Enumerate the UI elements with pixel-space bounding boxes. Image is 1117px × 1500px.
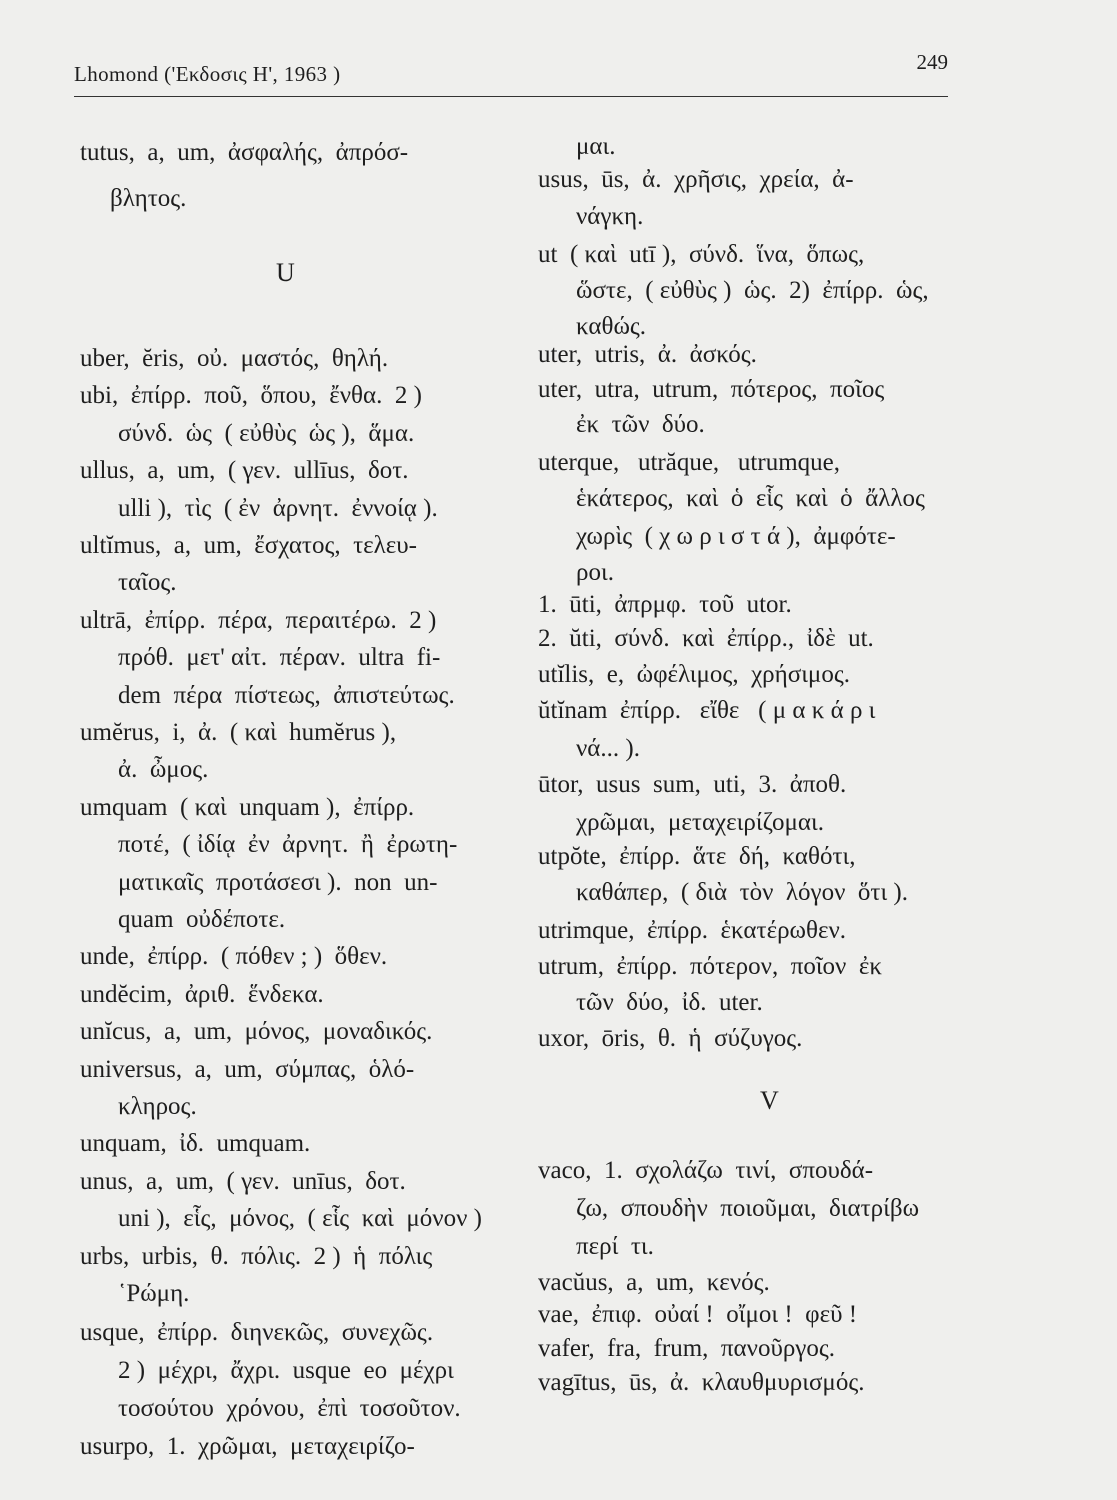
entry-line: ἀ. ὦμος. (118, 756, 209, 784)
section-heading: U (276, 258, 295, 287)
entry-line: unde, ἐπίρρ. ( πόθεν ; ) ὅθεν. (80, 943, 388, 971)
entry-line: 2. ŭti, σύνδ. καὶ ἐπίρρ., ἰδὲ ut. (538, 625, 874, 652)
entry-line: uxor, ōris, θ. ἡ σύζυγος. (538, 1025, 803, 1052)
entry-line: unus, a, um, ( γεν. unīus, δοτ. (80, 1167, 406, 1195)
entry-line: ultrā, ἐπίρρ. πέρα, περαιτέρω. 2 ) (80, 606, 437, 634)
entry-line: ūtor, usus sum, uti, 3. ἀποθ. (538, 771, 847, 798)
entry-line: usque, ἐπίρρ. διηνεκῶς, συνεχῶς. (80, 1319, 434, 1346)
entry-line: νάγκη. (576, 203, 644, 230)
entry-line: βλητος. (110, 185, 187, 212)
entry-line: utrimque, ἐπίρρ. ἑκατέρωθεν. (538, 917, 847, 944)
entry-line: χρῶμαι, μεταχειρίζομαι. (576, 809, 824, 836)
entry-line: τοσούτου χρόνου, ἐπὶ τοσοῦτον. (118, 1395, 461, 1422)
entry-line: ultĭmus, a, um, ἔσχατος, τελευ- (80, 532, 417, 559)
entry-line: ŭtĭnam ἐπίρρ. εἴθε ( μ α κ ά ρ ι (538, 697, 876, 724)
entry-line: τῶν δύο, ἰδ. uter. (576, 989, 763, 1016)
entry-line: unĭcus, a, um, μόνος, μοναδικός. (80, 1018, 433, 1046)
entry-line: uter, utris, ἀ. ἀσκός. (538, 341, 757, 368)
entry-line: σύνδ. ὡς ( εὐθὺς ὡς ), ἅμα. (118, 419, 415, 447)
entry-line: πρόθ. μετ' αἰτ. πέραν. ultra fi- (118, 644, 441, 672)
entry-line: ροι. (576, 559, 614, 586)
entry-line: usus, ūs, ἀ. χρῆσις, χρεία, ἀ- (538, 166, 854, 193)
entry-line: περί τι. (576, 1233, 654, 1260)
entry-line: vacŭus, a, um, κενός. (538, 1269, 770, 1296)
entry-line: ulli ), τὶς ( ἐν ἀρνητ. ἐννοίᾳ ). (118, 494, 438, 522)
entry-line: utrum, ἐπίρρ. πότερον, ποῖον ἐκ (538, 953, 882, 980)
running-head-title: Lhomond ('Eκδοσις H', 1963 ) (74, 62, 341, 86)
entry-line: undĕcim, ἀριθ. ἕνδεκα. (80, 980, 324, 1008)
entry-line: vagītus, ūs, ἀ. κλαυθμυρισμός. (538, 1369, 865, 1396)
entry-line: utpŏte, ἐπίρρ. ἅτε δή, καθότι, (538, 843, 856, 870)
section-heading: V (760, 1086, 779, 1115)
entry-line: usurpo, 1. χρῶμαι, μεταχειρίζο- (80, 1433, 415, 1460)
entry-line: 1. ūti, ἀπρμφ. τοῦ utor. (538, 591, 792, 618)
entry-line: umĕrus, i, ἀ. ( καὶ humĕrus ), (80, 719, 397, 746)
entry-line: tutus, a, um, ἀσφαλής, ἀπρόσ- (80, 139, 409, 166)
page-number: 249 (916, 50, 948, 74)
entry-line: uber, ĕris, οὐ. μαστός, θηλή. (80, 345, 389, 372)
entry-line: ἐκ τῶν δύο. (576, 411, 705, 438)
entry-line: 2 ) μέχρι, ἄχρι. usque eo μέχρι (118, 1357, 454, 1384)
entry-line: vaco, 1. σχολάζω τινί, σπουδά- (538, 1157, 874, 1184)
entry-line: ut ( καὶ utī ), σύνδ. ἵνα, ὅπως, (538, 241, 865, 268)
entry-line: urbs, urbis, θ. πόλις. 2 ) ἡ πόλις (80, 1242, 433, 1270)
entry-line: ταῖος. (118, 569, 177, 597)
entry-line: ullus, a, um, ( γεν. ullīus, δοτ. (80, 457, 409, 485)
entry-line: utĭlis, e, ὠφέλιμος, χρήσιμος. (538, 661, 850, 688)
entry-line: quam οὐδέποτε. (118, 906, 286, 933)
entry-line: ματικαῖς προτάσεσι ). non un- (118, 868, 438, 896)
entry-line: vae, ἐπιφ. οὐαί ! οἴμοι ! φεῦ ! (538, 1301, 858, 1328)
entry-line: uter, utra, utrum, πότερος, ποῖος (538, 376, 885, 403)
entry-line: unquam, ἰδ. umquam. (80, 1130, 311, 1158)
entry-line: κληρος. (118, 1093, 197, 1120)
entry-line: μαι. (576, 133, 616, 160)
entry-line: χωρὶς ( χ ω ρ ι σ τ ά ), ἀμφότε- (576, 523, 896, 550)
entry-line: ὥστε, ( εὐθὺς ) ὡς. 2) ἐπίρρ. ὡς, (576, 277, 929, 304)
entry-line: καθάπερ, ( διὰ τὸν λόγον ὅτι ). (576, 879, 908, 906)
entry-line: ἑκάτερος, καὶ ὁ εἷς καὶ ὁ ἄλλος (576, 485, 925, 512)
entry-line: νά... ). (576, 735, 640, 762)
entry-line: umquam ( καὶ unquam ), ἐπίρρ. (80, 793, 415, 821)
entry-line: uterque, utrăque, utrumque, (538, 449, 840, 476)
entry-line: dem πέρα πίστεως, ἀπιστεύτως. (118, 681, 455, 709)
entry-line: uni ), εἷς, μόνος, ( εἷς καὶ μόνον ) (118, 1205, 482, 1233)
entry-line: ῾Ρώμη. (118, 1280, 190, 1307)
entry-line: universus, a, um, σύμπας, ὁλό- (80, 1055, 415, 1083)
entry-line: καθώς. (576, 313, 647, 340)
entry-line: ζω, σπουδὴν ποιοῦμαι, διατρίβω (576, 1195, 920, 1222)
entry-line: ποτέ, ( ἰδίᾳ ἐν ἀρνητ. ἢ ἐρωτη- (118, 831, 458, 859)
entry-line: vafer, fra, frum, πανοῦργος. (538, 1335, 836, 1362)
running-head (74, 50, 948, 97)
entry-line: ubi, ἐπίρρ. ποῦ, ὅπου, ἔνθα. 2 ) (80, 382, 422, 410)
